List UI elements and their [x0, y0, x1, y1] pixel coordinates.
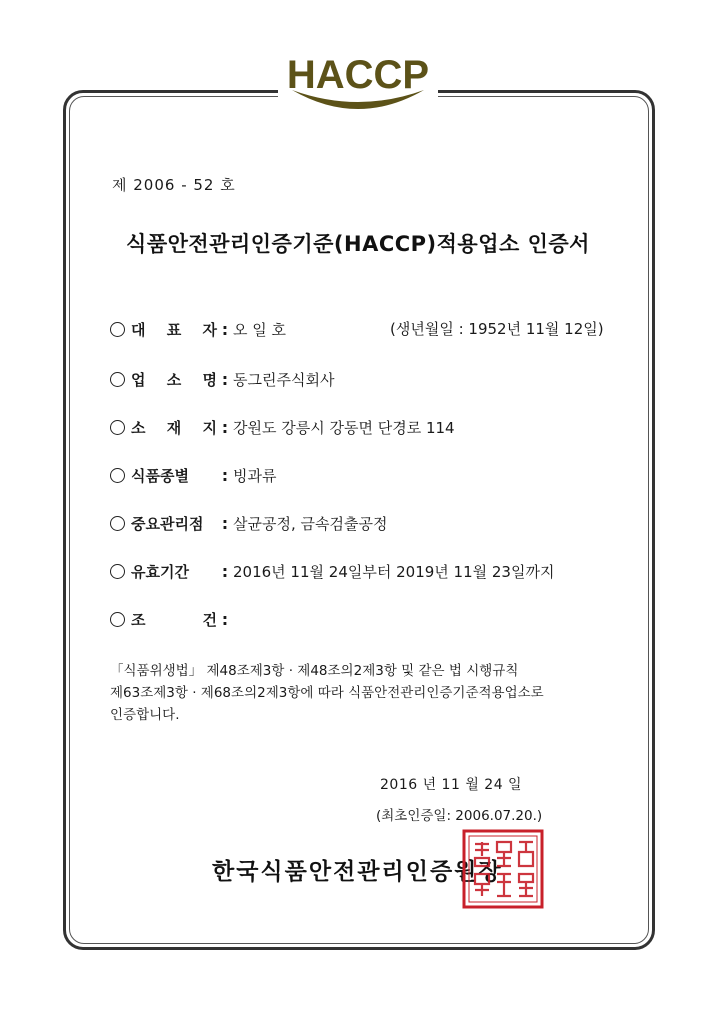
field-label: 업 소 명 [131, 370, 217, 389]
field-value: 강원도 강릉시 강동면 단경로 114 [233, 418, 455, 437]
statement-line: 제63조제3항 · 제68조의2제3항에 따라 식품안전관리인증기준적용업소로 [110, 685, 544, 701]
issue-date: 2016 년 11 월 24 일 [380, 777, 523, 793]
field-label: 중요관리점 [131, 514, 204, 533]
official-seal [461, 828, 545, 910]
certification-statement [110, 660, 610, 726]
field-value: 동그린주식회사 [233, 370, 335, 389]
field-colon: : [221, 319, 229, 339]
field-colon: : [221, 369, 229, 389]
field-value: 오 일 호 [233, 320, 287, 339]
field-validity-period [110, 558, 554, 584]
statement-line: 인증합니다. [110, 707, 180, 723]
field-label: 식품종별 [131, 466, 189, 485]
field-value: 빙과류 [233, 466, 277, 485]
bullet-circle-icon [110, 516, 125, 531]
bullet-circle-icon [110, 372, 125, 387]
field-food-type [110, 462, 276, 488]
field-conditions [110, 606, 233, 632]
field-value: 살균공정, 금속검출공정 [233, 514, 388, 533]
bullet-circle-icon [110, 612, 125, 627]
bullet-circle-icon [110, 322, 125, 337]
field-colon: : [221, 513, 229, 533]
haccp-logo [278, 46, 438, 120]
bullet-circle-icon [110, 468, 125, 483]
field-label: 소 재 지 [131, 418, 217, 437]
field-label: 유효기간 [131, 562, 189, 581]
bullet-circle-icon [110, 564, 125, 579]
field-value: 2016년 11월 24일부터 2019년 11월 23일까지 [233, 562, 555, 581]
field-representative [110, 316, 286, 342]
field-business-name [110, 366, 334, 392]
birth-date: (생년월일 : 1952년 11월 12일) [390, 320, 604, 338]
field-address [110, 414, 455, 440]
field-label: 조 건 [131, 610, 217, 629]
issuer-name: 한국식품안전관리인증원장 [212, 859, 503, 885]
field-colon: : [221, 417, 229, 437]
field-colon: : [221, 465, 229, 485]
field-colon: : [221, 609, 229, 629]
field-label: 대 표 자 [131, 320, 217, 339]
field-colon: : [221, 561, 229, 581]
first-certification-date: (최초인증일: 2006.07.20.) [376, 808, 543, 824]
field-critical-control-points [110, 510, 387, 536]
certificate-title: 식품안전관리인증기준(HACCP)적용업소 인증서 [126, 232, 590, 256]
statement-line: 「식품위생법」 제48조제3항 · 제48조의2제3항 및 같은 법 시행규칙 [110, 663, 519, 679]
haccp-logo-text: HACCP [286, 53, 430, 97]
bullet-circle-icon [110, 420, 125, 435]
certificate-number: 제 2006 - 52 호 [112, 176, 236, 194]
